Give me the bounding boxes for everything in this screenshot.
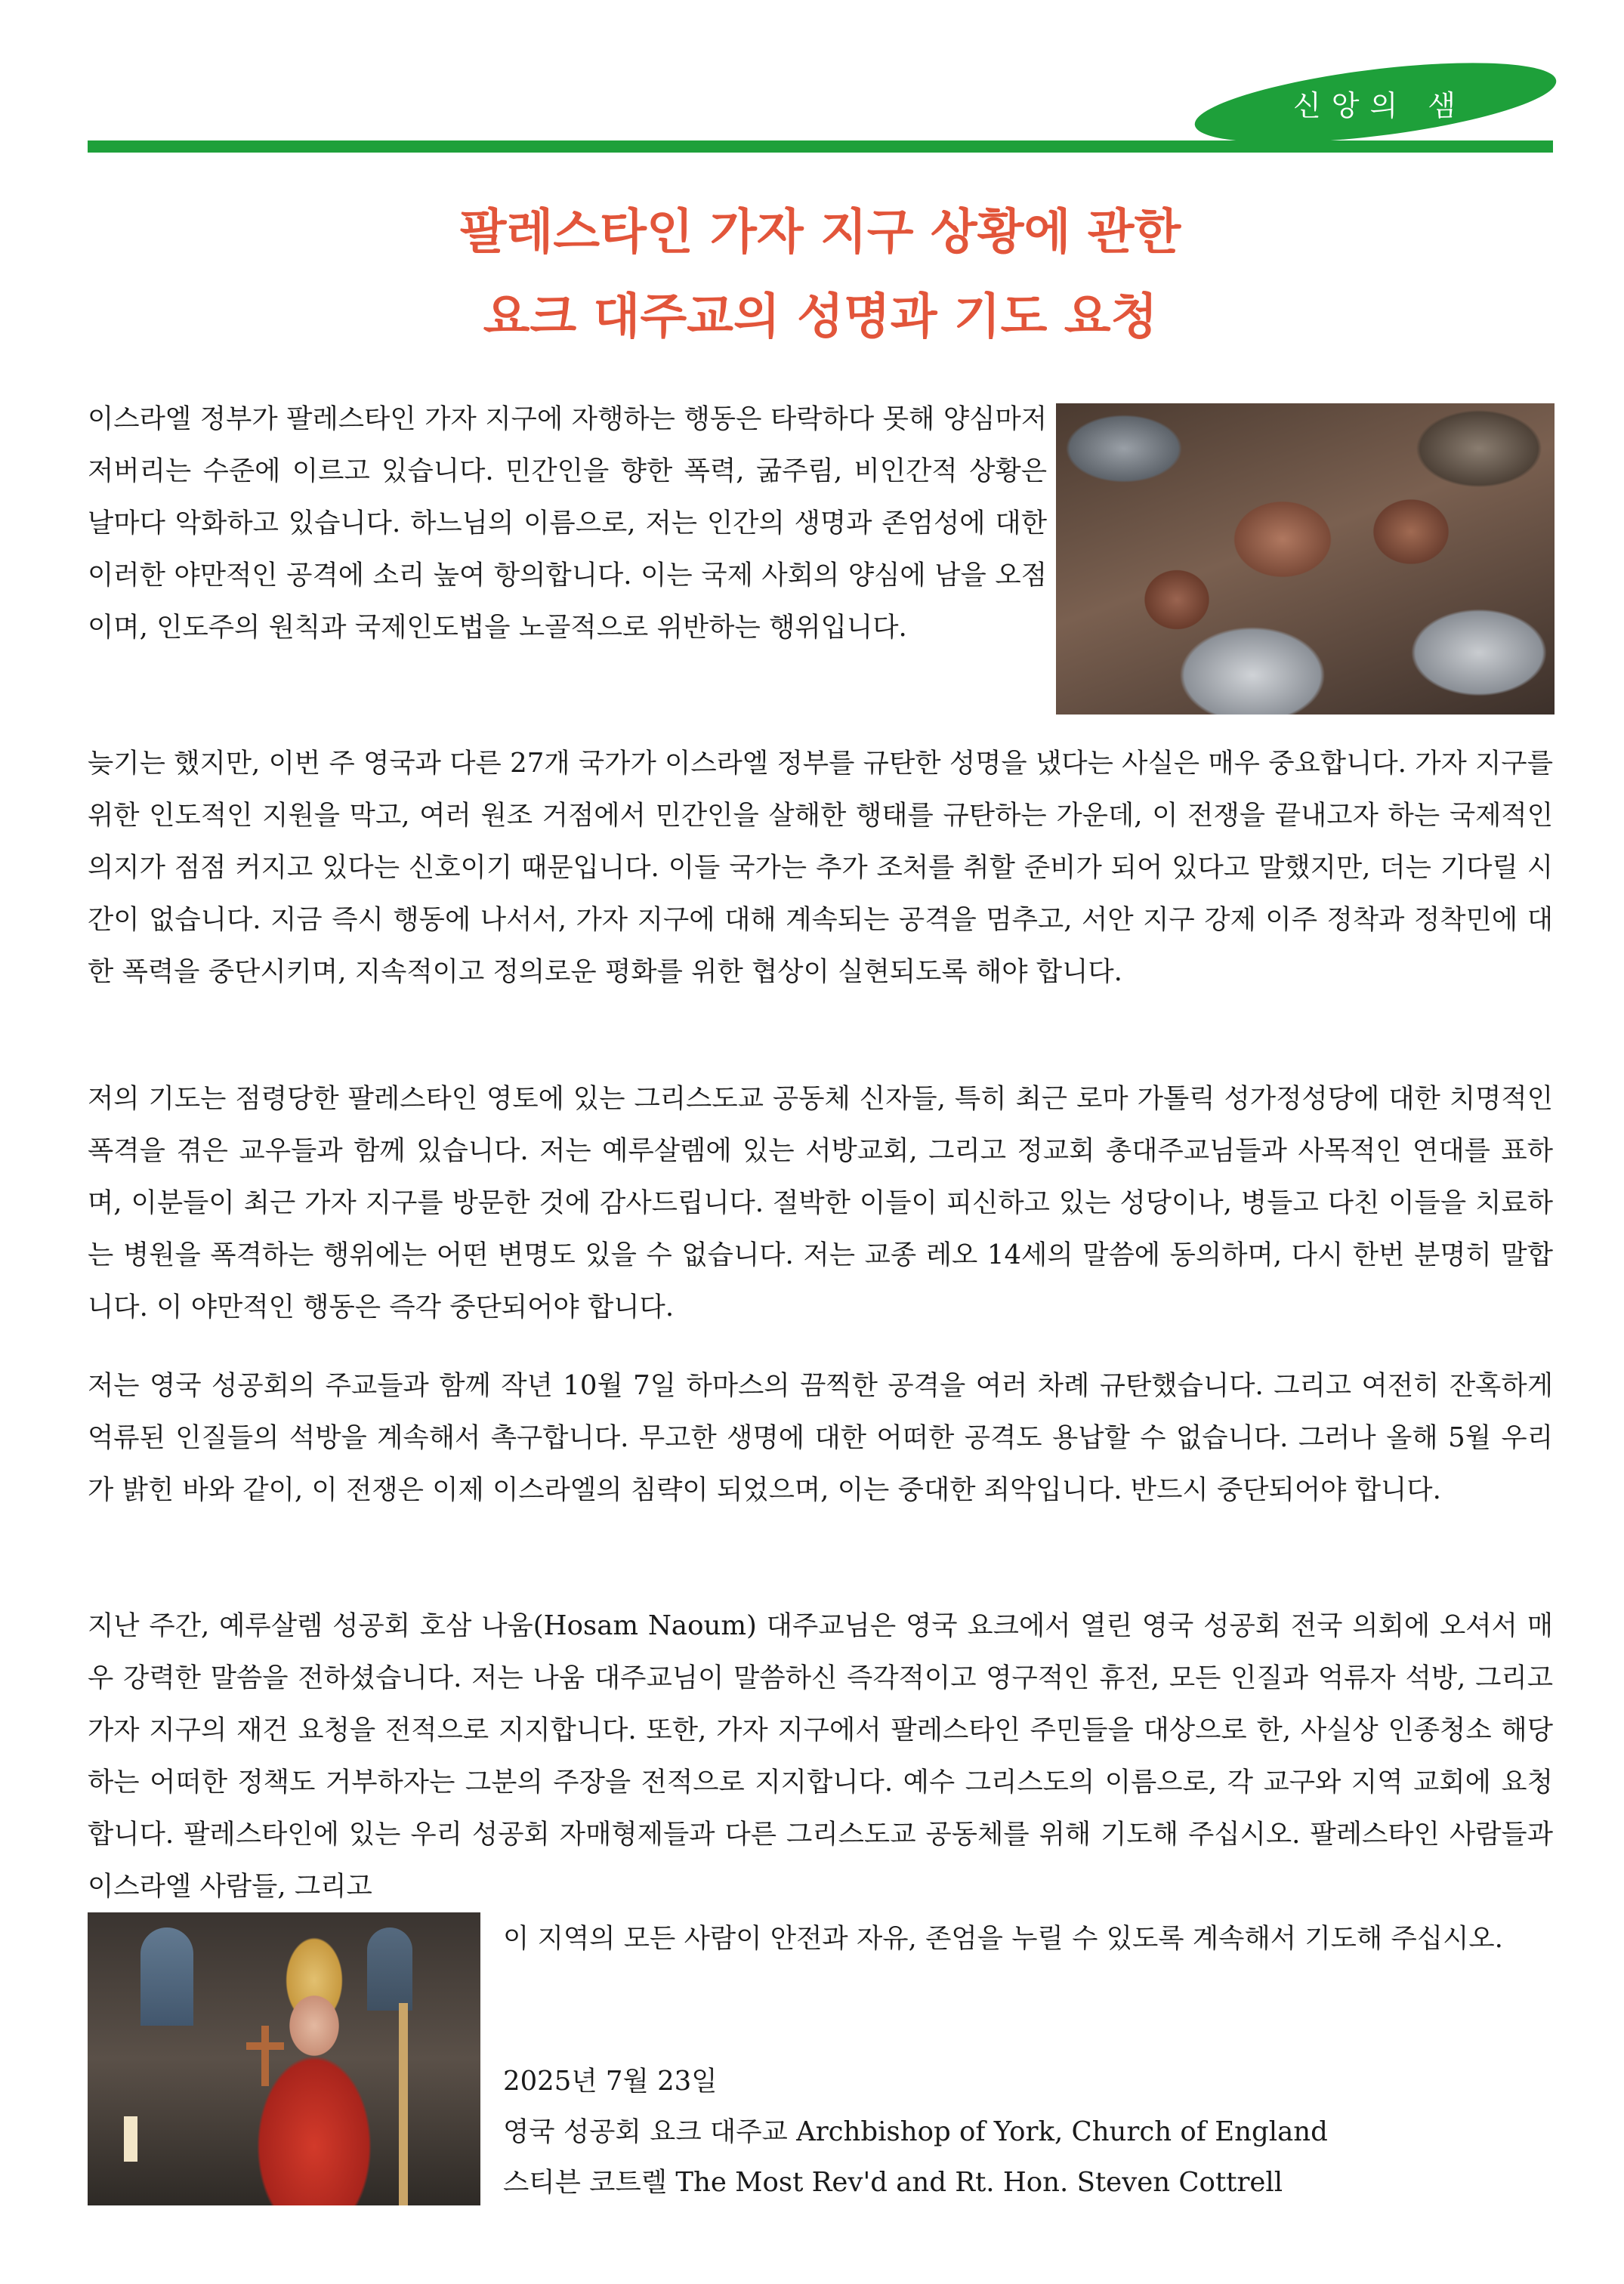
title-line-2: 요크 대주교의 성명과 기도 요청 bbox=[483, 289, 1158, 345]
paragraph-5: 지난 주간, 예루살렘 성공회 호삼 나움(Hosam Naoum) 대주교님은 영국 요크에서 열린 영국 성공회 전국 의회에 오셔서 매우 강력한 말씀을 전하셨습니다. 저는 나움 대주교님이 말씀하신 즉각적이고 영구적인 휴전, 모든 인질과 억류자 석방, 그리고 가자 지구의 재건 요청을 전적으로 지지합니다. 또한, 가자 지구에서 팔레스타인 주민들을 대상으로 한, 사실상 인종청소 해당하는 어떠한 정책도 거부하자는 그분의 주장을 전적으로 지지합니다. 예수 그리스도의 이름으로, 각 교구와 지역 교회에 요청합니다. 팔레스타인에 있는 우리 성공회 자매형제들과 다른 그리스도교 공동체를 위해 기도해 주십시오. 팔레스타인 사람들과 이스라엘 사람들, 그리고 bbox=[88, 1610, 1553, 1902]
header-rule bbox=[88, 140, 1553, 153]
signature-title: 영국 성공회 요크 대주교 Archbishop of York, Church of England bbox=[503, 2116, 1328, 2147]
archbishop-photo bbox=[88, 1912, 480, 2205]
paragraph-2: 늦기는 했지만, 이번 주 영국과 다른 27개 국가가 이스라엘 정부를 규탄한 성명을 냈다는 사실은 매우 중요합니다. 가자 지구를 위한 인도적인 지원을 막고, 여러 원조 거점에서 민간인을 살해한 행태를 규탄하는 가운데, 이 전쟁을 끝내고자 하는 국제적인 의지가 점점 커지고 있다는 신호이기 때문입니다. 이들 국가는 추가 조처를 취할 준비가 되어 있다고 말했지만, 더는 기다릴 시간이 없습니다. 지금 즉시 행동에 나서서, 가자 지구에 대해 계속되는 공격을 멈추고, 서안 지구 강제 이주 정착과 정착민에 대한 폭력을 중단시키며, 지속적이고 정의로운 평화를 위한 협상이 실현되도록 해야 합니다. bbox=[88, 748, 1553, 987]
crozier-staff bbox=[399, 2003, 408, 2205]
signature-block bbox=[503, 2056, 1328, 2208]
section-label: 신앙의 샘 bbox=[1292, 88, 1466, 122]
statement-date: 2025년 7월 23일 bbox=[503, 2066, 718, 2097]
cross-icon bbox=[246, 2026, 284, 2086]
signature-name: 스티븐 코트렐 The Most Rev'd and Rt. Hon. Steven Cottrell bbox=[503, 2167, 1283, 2198]
paragraph-5-continued: 이 지역의 모든 사람이 안전과 자유, 존엄을 누릴 수 있도록 계속해서 기도해 주십시오. bbox=[503, 1923, 1503, 1954]
page-title bbox=[88, 190, 1553, 360]
aid-recipients-photo bbox=[1056, 403, 1555, 715]
paragraph-4: 저는 영국 성공회의 주교들과 함께 작년 10월 7일 하마스의 끔찍한 공격을 여러 차례 규탄했습니다. 그리고 여전히 잔혹하게 억류된 인질들의 석방을 계속해서 촉구합니다. 무고한 생명에 대한 어떠한 공격도 용납할 수 없습니다. 그러나 올해 5월 우리가 밝힌 바와 같이, 이 전쟁은 이제 이스라엘의 침략이 되었으며, 이는 중대한 죄악입니다. 반드시 중단되어야 합니다. bbox=[88, 1370, 1553, 1505]
stained-glass-window bbox=[140, 1928, 193, 2026]
stained-glass-window-2 bbox=[367, 1928, 412, 2011]
paragraph-1: 이스라엘 정부가 팔레스타인 가자 지구에 자행하는 행동은 타락하다 못해 양심마저 저버리는 수준에 이르고 있습니다. 민간인을 향한 폭력, 굶주림, 비인간적 상황은 날마다 악화하고 있습니다. 하느님의 이름으로, 저는 인간의 생명과 존엄성에 대한 이러한 야만적인 공격에 소리 높여 항의합니다. 이는 국제 사회의 양심에 남을 오점이며, 인도주의 원칙과 국제인도법을 노골적으로 위반하는 행위입니다. bbox=[88, 403, 1047, 643]
title-line-1: 팔레스타인 가자 지구 상황에 관한 bbox=[459, 205, 1181, 261]
paragraph-3: 저의 기도는 점령당한 팔레스타인 영토에 있는 그리스도교 공동체 신자들, 특히 최근 로마 가톨릭 성가정성당에 대한 치명적인 폭격을 겪은 교우들과 함께 있습니다. 저는 예루살렘에 있는 서방교회, 그리고 정교회 총대주교님들과 사목적인 연대를 표하며, 이분들이 최근 가자 지구를 방문한 것에 감사드립니다. 절박한 이들이 피신하고 있는 성당이나, 병들고 다친 이들을 치료하는 병원을 폭격하는 행위에는 어떤 변명도 있을 수 없습니다. 저는 교종 레오 14세의 말씀에 동의하며, 다시 한번 분명히 말합니다. 이 야만적인 행동은 즉각 중단되어야 합니다. bbox=[88, 1083, 1553, 1323]
candle bbox=[124, 2116, 137, 2162]
